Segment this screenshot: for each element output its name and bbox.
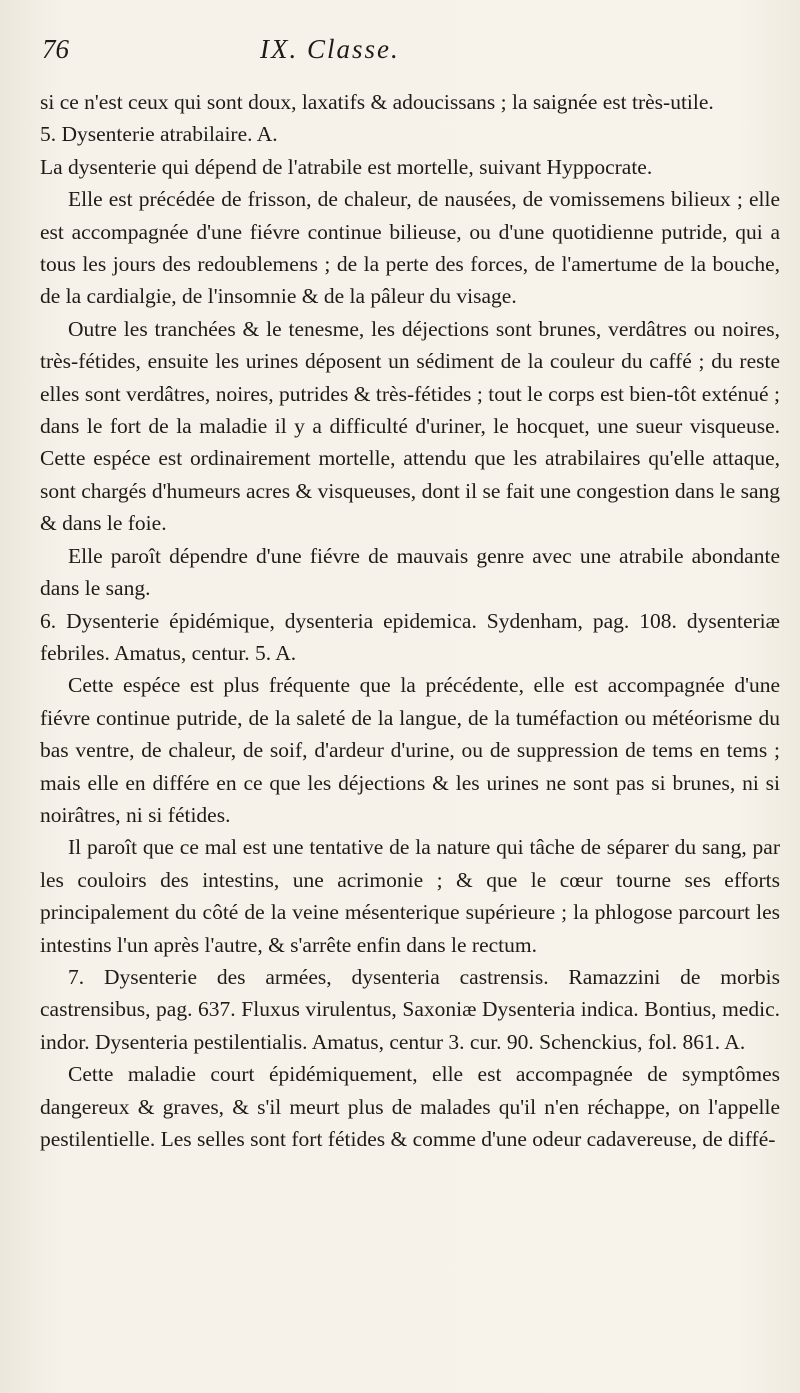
page-header bbox=[40, 34, 782, 86]
page-number: 76 bbox=[42, 34, 69, 64]
section-heading: 5. Dysenterie atrabilaire. A. bbox=[40, 122, 278, 147]
paragraph: si ce n'est ceux qui sont doux, laxatifs & adoucissans ; la saignée est très-utile. bbox=[40, 90, 714, 114]
running-head: IX. Classe. bbox=[260, 34, 400, 64]
body-text bbox=[40, 86, 780, 1155]
paragraph: Elle est précédée de frisson, de chaleur, de nausées, de vomissemens bilieux ; elle est accompagnée d'une fiévre continue bilieuse, ou d'une quotidienne putride, qui a tous les jours des redoublemens ; de la perte des forces, de l'amertume de la bouche, de la cardialgie, de l'insomnie & de la pâleur du visage. bbox=[40, 187, 780, 309]
paragraph: Cette maladie court épidémiquement, elle est accompagnée de symptômes dangereux & graves, & s'il meurt plus de malades qu'il n'en réchappe, on l'appelle pestilentielle. Les selles sont fort fétides & comme d'une odeur cadavereuse, de diffé- bbox=[40, 1062, 780, 1151]
paragraph: Elle paroît dépendre d'une fiévre de mauvais genre avec une atrabile abondante dans le sang. bbox=[40, 543, 780, 601]
paragraph: La dysenterie qui dépend de l'atrabile est mortelle, suivant Hyppocrate. bbox=[40, 154, 653, 179]
section-heading: 7. Dysenterie des armées, dysenteria castrensis. Ramazzini de morbis castrensibus, pag. 637. Fluxus virulentus, Saxoniæ Dysenteria indica. Bontius, medic. indor. Dysenteria pestilentialis. Amatus, centur 3. cur. 90. Schenckius, fol. 861. A. bbox=[40, 964, 780, 1054]
section-heading: 6. Dysenterie épidémique, dysenteria epidemica. Sydenham, pag. 108. dysenteriæ febriles. Amatus, centur. 5. A. bbox=[40, 608, 780, 665]
paragraph: Il paroît que ce mal est une tentative de la nature qui tâche de séparer du sang, par les couloirs des intestins, une acrimonie ; & que le cœur tourne ses efforts principalement du côté de la veine mésenterique supérieure ; la phlogose parcourt les intestins l'un après l'autre, & s'arrête enfin dans le rectum. bbox=[40, 835, 780, 957]
paragraph: Cette espéce est plus fréquente que la précédente, elle est accompagnée d'une fiévre continue putride, de la saleté de la langue, de la tuméfaction ou météorisme du bas ventre, de chaleur, de soif, d'ardeur d'urine, ou de suppression de tems en tems ; mais elle en différe en ce que les déjections & les urines ne sont pas si brunes, ni si noirâtres, ni si fétides. bbox=[40, 673, 780, 827]
paragraph: Outre les tranchées & le tenesme, les déjections sont brunes, verdâtres ou noires, très-fétides, ensuite les urines déposent un sédiment de la couleur du caffé ; du reste elles sont verdâtres, noires, putrides & très-fétides ; tout le corps est bien-tôt exténué ; dans le fort de la maladie il y a difficulté d'uriner, le hocquet, une sueur visqueuse. Cette espéce est ordinairement mortelle, attendu que les atrabilaires qu'elle attaque, sont chargés d'humeurs acres & visqueuses, dont il se fait une congestion dans le sang & dans le foie. bbox=[40, 316, 780, 536]
